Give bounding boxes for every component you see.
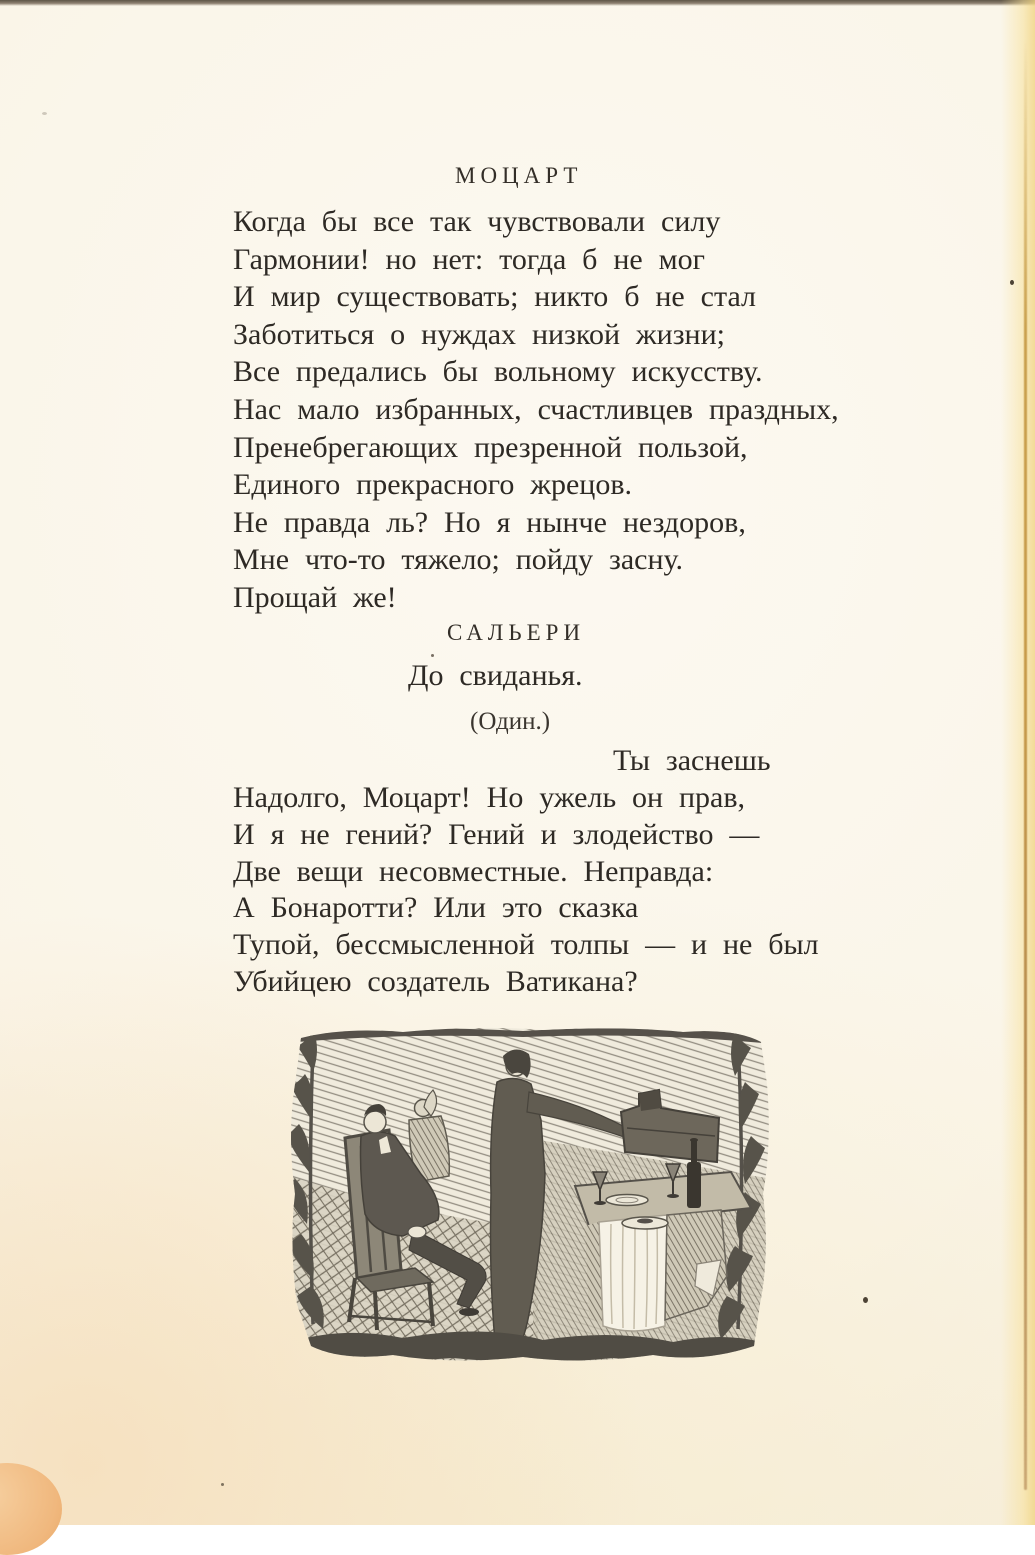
salieri-reply-line: До свиданья. bbox=[408, 659, 583, 692]
verse-line: Нас мало избранных, счастливцев праздных, bbox=[233, 392, 839, 426]
verse-line: Не правда ль? Но я нынче нездоров, bbox=[233, 505, 746, 539]
speaker-heading-mozart: МОЦАРТ bbox=[455, 163, 583, 188]
speaker-heading-salieri: САЛЬЕРИ bbox=[447, 620, 586, 645]
paper-speck bbox=[1010, 280, 1014, 285]
verse-line: Убийцею создатель Ватикана? bbox=[233, 964, 638, 998]
page-right-edge-tint bbox=[1001, 0, 1035, 1525]
verse-line: И мир существовать; никто б не стал bbox=[233, 280, 756, 314]
monologue-opening-halfline: Ты заснешь bbox=[613, 744, 771, 777]
salieri-monologue bbox=[233, 780, 819, 1001]
verse-line: Заботиться о нуждах низкой жизни; bbox=[233, 317, 725, 351]
verse-line: Прощай же! bbox=[233, 580, 397, 614]
verse-line: А Бонаротти? Или это сказка bbox=[233, 891, 639, 925]
page-top-edge-shadow bbox=[0, 0, 1035, 6]
verse-line: Тупой, бессмысленной толпы — и не был bbox=[233, 928, 819, 962]
verse-line: И я не гений? Гений и злодейство — bbox=[233, 817, 760, 851]
paper-speck bbox=[431, 654, 434, 657]
book-illustration-woodcut bbox=[283, 1024, 773, 1364]
verse-line: Когда бы все так чувствовали силу bbox=[233, 205, 721, 238]
verse-line: Пренебрегающих презренной пользой, bbox=[233, 430, 748, 464]
verse-line: Две вещи несовместные. Неправда: bbox=[233, 854, 714, 888]
verse-line: Надолго, Моцарт! Но ужель он прав, bbox=[233, 781, 746, 814]
paper-speck bbox=[863, 1297, 868, 1303]
verse-line: Единого прекрасного жрецов. bbox=[233, 468, 633, 502]
paper-speck bbox=[221, 1483, 224, 1486]
page-crease-line bbox=[1024, 40, 1027, 1490]
verse-line: Мне что-то тяжело; пойду засну. bbox=[233, 543, 684, 577]
verse-line: Все предались бы вольному искусству. bbox=[233, 355, 763, 389]
verse-line: Гармонии! но нет: тогда б не мог bbox=[233, 242, 705, 276]
page-corner-curl bbox=[0, 1463, 62, 1555]
stage-direction: (Один.) bbox=[470, 708, 551, 735]
paper-speck bbox=[42, 112, 47, 115]
mozart-speech bbox=[233, 203, 839, 617]
